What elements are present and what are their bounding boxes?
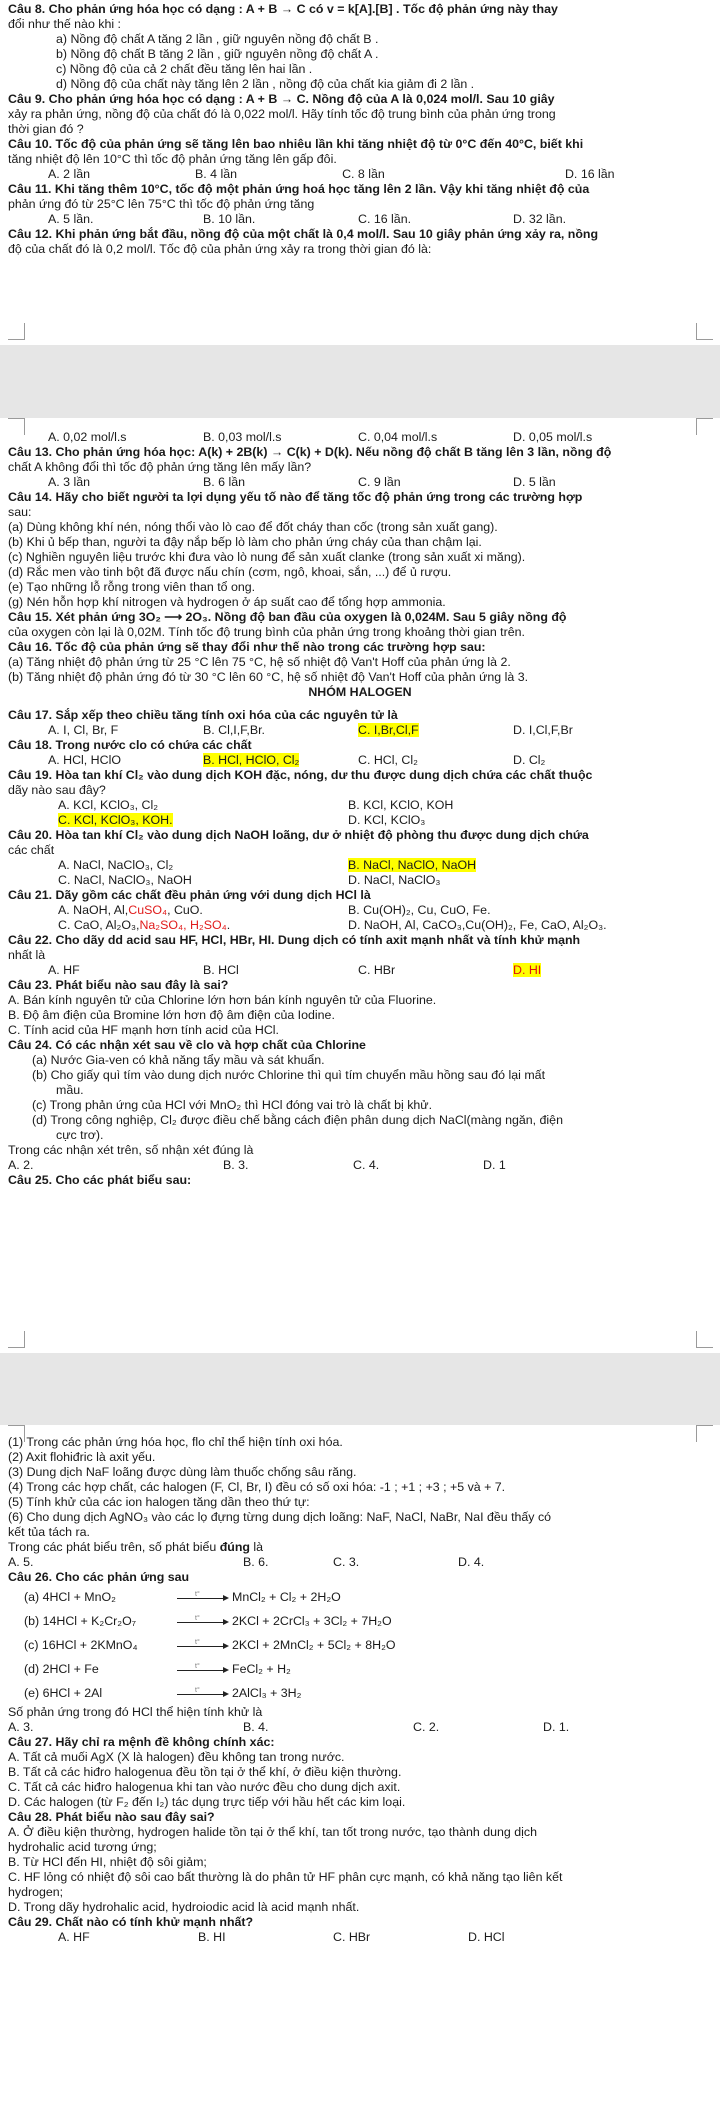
q21-options-row1 bbox=[8, 903, 712, 918]
products: 2KCl + 2CrCl₃ + 3Cl₂ + 7H₂O bbox=[232, 1613, 392, 1628]
q26-options bbox=[8, 1720, 712, 1735]
text-line: (2) Axit flohiđric là axit yếu. bbox=[8, 1450, 156, 1464]
reaction-arrow bbox=[177, 1688, 229, 1698]
text-line: d) Nồng độ của chất này tăng lên 2 lần , nồng độ của chất kia giảm đi 2 lần . bbox=[56, 77, 475, 91]
reaction-row bbox=[8, 1585, 712, 1609]
option-c: C. NaCl, NaClO₃, NaOH bbox=[58, 873, 192, 887]
answer-highlight: B. NaCl, NaClO, NaOH bbox=[348, 858, 477, 872]
text-line: phản ứng đó từ 25°C lên 75°C thì tốc độ phản ứng tăng bbox=[8, 197, 315, 211]
option-c: C. 8 lần bbox=[342, 167, 385, 181]
stem-emphasis: sai? bbox=[203, 978, 229, 992]
heat-mark: t° bbox=[195, 1615, 200, 1622]
reaction-row bbox=[8, 1681, 712, 1705]
text-line: đổi như thế nào khi : bbox=[8, 17, 122, 31]
heat-mark: t° bbox=[195, 1663, 200, 1670]
text-line: C. HF lỏng có nhiệt độ sôi cao bất thường là do phân tử HF phân cực mạnh, có khả năng tạo liên kết bbox=[8, 1870, 563, 1884]
option-text: , CuO. bbox=[167, 903, 203, 917]
option-b: B. 0,03 mol/l.s bbox=[203, 430, 282, 444]
q24-options bbox=[8, 1158, 712, 1173]
option-a: A. 2 lần bbox=[48, 167, 91, 181]
option-d: D. 32 lần. bbox=[513, 212, 567, 226]
q20-options-row2 bbox=[8, 873, 712, 888]
q29-options bbox=[8, 1930, 712, 1945]
q26-stem: Câu 26. Cho các phản ứng sau bbox=[8, 1570, 190, 1584]
stem-emphasis: sai? bbox=[189, 1810, 215, 1824]
stem-text: Câu 23. Phát biểu nào sau đây là bbox=[8, 978, 204, 992]
text-line: sau: bbox=[8, 505, 32, 519]
text-line: (c) Trong phản ứng của HCl với MnO₂ thì HCl đóng vai trò là chất bị khử. bbox=[32, 1098, 433, 1112]
products: FeCl₂ + H₂ bbox=[232, 1661, 291, 1676]
option-a: A. HF bbox=[58, 1930, 90, 1944]
answer-highlight: C. KCl, KClO₃, KOH. bbox=[58, 813, 173, 827]
reactants: (e) 6HCl + 2Al bbox=[24, 1685, 103, 1700]
text-line: kết tủa tách ra. bbox=[8, 1525, 90, 1539]
text-line: xảy ra phản ứng, nồng độ của chất đó là 0,022 mol/l. Hãy tính tốc độ trung bình của phản ứng trong bbox=[8, 107, 556, 121]
page-gap bbox=[0, 345, 720, 418]
option-a: A. HCl, HClO bbox=[48, 753, 121, 767]
stem-text: Trong các phát biểu trên, số phát biểu bbox=[8, 1540, 220, 1554]
text-line: (a) Tăng nhiệt độ phản ứng từ 25 °C lên 75 °C, hệ số nhiệt độ Van't Hoff của phản ứng là 2. bbox=[8, 655, 511, 669]
reaction-list bbox=[8, 1585, 712, 1705]
heat-mark: t° bbox=[195, 1687, 200, 1694]
option-d: D. 1. bbox=[543, 1720, 570, 1734]
option-d: D. HCl bbox=[468, 1930, 505, 1944]
option-b: B. Cu(OH)₂, Cu, CuO, Fe. bbox=[348, 903, 491, 917]
text-line: c) Nồng độ của cả 2 chất đều tăng lên hai lần . bbox=[56, 62, 313, 76]
text-line: C. Tính acid của HF mạnh hơn tính acid của HCl. bbox=[8, 1023, 279, 1037]
reaction-arrow bbox=[177, 1640, 229, 1650]
page-2-content bbox=[8, 430, 712, 1188]
reactants: (c) 16HCl + 2KMnO₄ bbox=[24, 1637, 138, 1652]
text-line: (1) Trong các phản ứng hóa học, flo chỉ thể hiện tính oxi hóa. bbox=[8, 1435, 343, 1449]
page-gap bbox=[0, 1353, 720, 1425]
products: 2KCl + 2MnCl₂ + 5Cl₂ + 8H₂O bbox=[232, 1637, 396, 1652]
text-line: Câu 9. Cho phản ứng hóa học có dạng : A + B → C. Nồng độ của A là 0,024 mol/l. Sau 10 giây bbox=[8, 92, 555, 106]
text-line: B. Tất cả các hiđro halogenua đều tồn tại ở thể khí, ở điều kiện thường. bbox=[8, 1765, 402, 1779]
option-d: D. 0,05 mol/l.s bbox=[513, 430, 593, 444]
q17-stem: Câu 17. Sắp xếp theo chiều tăng tính oxi hóa của các nguyên tử là bbox=[8, 708, 398, 722]
q8-q10-block bbox=[8, 2, 712, 167]
option-a: A. 0,02 mol/l.s bbox=[48, 430, 127, 444]
q22-stem: Câu 22. Cho dãy dd acid sau HF, HCl, HBr, HI. Dung dịch có tính axit mạnh nhất và tính khử mạnh bbox=[8, 933, 581, 947]
q23-stem bbox=[8, 978, 712, 993]
text-line: cực trơ). bbox=[56, 1128, 104, 1142]
reaction-row bbox=[8, 1657, 712, 1681]
crop-mark bbox=[8, 1331, 25, 1348]
option-b: B. KCl, KClO, KOH bbox=[348, 798, 454, 812]
text-line: (a) Nước Gia-ven có khả năng tẩy mầu và sát khuẩn. bbox=[32, 1053, 325, 1067]
option-c: C. HBr bbox=[358, 963, 396, 977]
page-3 bbox=[0, 1425, 720, 2115]
text-line: (c) Nghiền nguyên liệu trước khi đưa vào lò nung để sản xuất clanke (trong sản xuất xi măng). bbox=[8, 550, 526, 564]
option-b: B. Cl,I,F,Br. bbox=[203, 723, 265, 737]
option-a bbox=[58, 903, 348, 918]
text-line: (4) Trong các hợp chất, các halogen (F, Cl, Br, I) đều có số oxi hóa: -1 ; +1 ; +3 ; +5 và + 7. bbox=[8, 1480, 506, 1494]
stem-text: là bbox=[249, 1540, 264, 1554]
option-b bbox=[348, 858, 638, 873]
option-d: D. 1 bbox=[483, 1158, 506, 1172]
reactants: (b) 14HCl + K₂Cr₂O₇ bbox=[24, 1613, 136, 1628]
text-line: Câu 15. Xét phản ứng 3O₂ ⟶ 2O₃. Nồng độ ban đầu của oxygen là 0,024M. Sau 5 giây nồng độ bbox=[8, 610, 567, 624]
q25-stem: Câu 25. Cho các phát biểu sau: bbox=[8, 1173, 192, 1187]
q19-options-row1 bbox=[8, 798, 712, 813]
option-text: . bbox=[226, 918, 231, 932]
text-line: (b) Tăng nhiệt độ phản ứng đó từ 30 °C lên 60 °C, hệ số nhiệt độ Van't Hoff của phản ứng là 3. bbox=[8, 670, 529, 684]
text-line: Câu 8. Cho phản ứng hóa học có dạng : A + B → C có v = k[A].[B] . Tốc độ phản ứng này thay bbox=[8, 2, 558, 16]
option-c bbox=[58, 813, 348, 828]
option-b: B. 6 lần bbox=[203, 475, 246, 489]
text-line: A. Ở điều kiện thường, hydrogen halide tồn tại ở thể khí, tan tốt trong nước, tạo thành dung dịch bbox=[8, 1825, 537, 1839]
q17-options bbox=[8, 723, 712, 738]
q22-options bbox=[8, 963, 712, 978]
reaction-arrow bbox=[177, 1616, 229, 1626]
option-a: A. NaCl, NaClO₃, Cl₂ bbox=[58, 858, 174, 872]
option-a: A. I, Cl, Br, F bbox=[48, 723, 119, 737]
text-line: A. Bán kính nguyên tử của Chlorine lớn hơn bán kính nguyên tử của Fluorine. bbox=[8, 993, 437, 1007]
text-line: A. Tất cả muối AgX (X là halogen) đều không tan trong nước. bbox=[8, 1750, 345, 1764]
q25-tail bbox=[8, 1540, 712, 1555]
text-line: (g) Nén hỗn hợp khí nitrogen và hydrogen ở áp suất cao để tổng hợp ammonia. bbox=[8, 595, 446, 609]
reactants: (a) 4HCl + MnO₂ bbox=[24, 1589, 116, 1604]
option-text: C. CaO, Al₂O₃, bbox=[58, 918, 140, 932]
option-c: C. 4. bbox=[353, 1158, 380, 1172]
option-c: C. 9 lần bbox=[358, 475, 401, 489]
option-b: B. 4. bbox=[243, 1720, 269, 1734]
spacer bbox=[8, 700, 712, 708]
option-b: B. 10 lần. bbox=[203, 212, 256, 226]
crop-mark bbox=[696, 1331, 713, 1348]
option-a: A. 3 lần bbox=[48, 475, 91, 489]
stem-emphasis: đúng bbox=[219, 1540, 250, 1554]
text-line: tăng nhiệt độ lên 10°C thì tốc độ phản ứng tăng lên gấp đôi. bbox=[8, 152, 337, 166]
text-line: Câu 12. Khi phản ứng bắt đầu, nồng độ của một chất là 0,4 mol/l. Sau 10 giây phản ứng xảy ra, nồng bbox=[8, 227, 599, 241]
option-c bbox=[358, 723, 513, 738]
option-b: B. HI bbox=[198, 1930, 226, 1944]
text-line: (d) Rắc men vào tinh bột đã được nấu chín (cơm, ngô, khoai, sắn, ...) để ủ rượu. bbox=[8, 565, 452, 579]
text-line: C. Tất cả các hiđro halogenua khi tan vào nước đều cho dung dịch axit. bbox=[8, 1780, 401, 1794]
text-line: D. Các halogen (từ F₂ đến I₂) tác dụng trực tiếp với hầu hết các kim loại. bbox=[8, 1795, 406, 1809]
q24-stem: Câu 24. Có các nhận xét sau về clo và hợp chất của Chlorine bbox=[8, 1038, 366, 1052]
option-b: B. 4 lần bbox=[195, 167, 238, 181]
text-line: Câu 13. Cho phản ứng hóa học: A(k) + 2B(k) → C(k) + D(k). Nếu nồng độ chất B tăng lên 3 lần, nồng độ bbox=[8, 445, 612, 459]
answer-highlight: C. I,Br,Cl,F bbox=[358, 723, 419, 737]
page-1 bbox=[0, 0, 720, 345]
heat-mark: t° bbox=[195, 1639, 200, 1646]
option-a: A. 5. bbox=[8, 1555, 34, 1569]
option-a: A. HF bbox=[48, 963, 80, 977]
text-line: chất A không đổi thì tốc độ phản ứng tăng lên mấy lần? bbox=[8, 460, 312, 474]
text-line: Câu 11. Khi tăng thêm 10°C, tốc độ một phản ứng hoá học tăng lên 2 lần. Vậy khi tăng nhiệt độ của bbox=[8, 182, 590, 196]
reaction-row bbox=[8, 1609, 712, 1633]
option-d: D. NaCl, NaClO₃ bbox=[348, 873, 441, 887]
option-d: D. 16 lần bbox=[564, 167, 615, 181]
text-line: (5) Tính khử của các ion halogen tăng dần theo thứ tự: bbox=[8, 1495, 310, 1509]
option-d: D. 5 lần bbox=[513, 475, 556, 489]
heat-mark: t° bbox=[195, 1591, 200, 1598]
option-d: D. KCl, KClO₃ bbox=[348, 813, 426, 827]
stem-text: Câu 28. Phát biểu nào sau đây bbox=[8, 1810, 190, 1824]
q19-options-row2 bbox=[8, 813, 712, 828]
reactants: (d) 2HCl + Fe bbox=[24, 1661, 99, 1676]
text-line: (e) Tạo những lỗ rỗng trong viên than tổ ong. bbox=[8, 580, 256, 594]
text-line: Câu 14. Hãy cho biết người ta lợi dụng yếu tố nào để tăng tốc độ phản ứng trong các trường hợp bbox=[8, 490, 583, 504]
text-line: a) Nồng độ chất A tăng 2 lần , giữ nguyên nồng độ chất B . bbox=[56, 32, 379, 46]
q28-stem bbox=[8, 1810, 712, 1825]
q10-options bbox=[8, 167, 712, 182]
products: 2AlCl₃ + 3H₂ bbox=[232, 1685, 302, 1700]
crop-mark bbox=[8, 323, 25, 340]
answer-highlight: D. HI bbox=[513, 963, 542, 977]
text-line: (3) Dung dịch NaF loãng được dùng làm thuốc chống sâu răng. bbox=[8, 1465, 357, 1479]
option-c: C. 0,04 mol/l.s bbox=[358, 430, 438, 444]
option-c: C. 2. bbox=[413, 1720, 440, 1734]
q18-stem: Câu 18. Trong nước clo có chứa các chất bbox=[8, 738, 252, 752]
q22-stem-cont: nhất là bbox=[8, 948, 46, 962]
option-c: C. HBr bbox=[333, 1930, 371, 1944]
q11-options bbox=[8, 212, 712, 227]
q27-stem: Câu 27. Hãy chỉ ra mệnh đề không chính xác: bbox=[8, 1735, 275, 1749]
option-b: B. 6. bbox=[243, 1555, 269, 1569]
text-line: Câu 16. Tốc độ của phản ứng sẽ thay đổi như thế nào trong các trường hợp sau: bbox=[8, 640, 486, 654]
option-d bbox=[513, 963, 668, 978]
page-1-content bbox=[8, 2, 712, 257]
option-b: B. 3. bbox=[223, 1158, 249, 1172]
products: MnCl₂ + Cl₂ + 2H₂O bbox=[232, 1589, 341, 1604]
text-line: hydrogen; bbox=[8, 1885, 64, 1899]
q20-options-row1 bbox=[8, 858, 712, 873]
text-line: hydrohalic acid tương ứng; bbox=[8, 1840, 157, 1854]
option-d: D. 4. bbox=[458, 1555, 485, 1569]
option-b: B. HCl bbox=[203, 963, 239, 977]
page-2 bbox=[0, 418, 720, 1353]
text-line: (b) Cho giấy quì tím vào dung dịch nước Chlorine thì quì tím chuyển mầu hồng sau đó lại mất bbox=[32, 1068, 546, 1082]
option-d: D. NaOH, Al, CaCO₃,Cu(OH)₂, Fe, CaO, Al₂O₃. bbox=[348, 918, 607, 932]
section-title: NHÓM HALOGEN bbox=[308, 685, 412, 699]
option-c: C. 3. bbox=[333, 1555, 360, 1569]
wrong-marker: CuSO₄ bbox=[128, 903, 168, 917]
q25-options bbox=[8, 1555, 712, 1570]
answer-highlight: B. HCl, HClO, Cl₂ bbox=[203, 753, 300, 767]
option-a: A. 5 lần. bbox=[48, 212, 94, 226]
q19-stem: Câu 19. Hòa tan khí Cl₂ vào dung dịch KOH đặc, nóng, dư thu được dung dịch chứa các chất thuộc bbox=[8, 768, 593, 782]
text-line: Trong các nhận xét trên, số nhận xét đúng là bbox=[8, 1143, 254, 1157]
q13-options bbox=[8, 475, 712, 490]
q21-options-row2 bbox=[8, 918, 712, 933]
text-line: độ của chất đó là 0,2 mol/l. Tốc độ của phản ứng xảy ra trong thời gian đó là: bbox=[8, 242, 432, 256]
option-a: A. 3. bbox=[8, 1720, 34, 1734]
option-a: A. KCl, KClO₃, Cl₂ bbox=[58, 798, 159, 812]
q29-stem: Câu 29. Chất nào có tính khử mạnh nhất? bbox=[8, 1915, 254, 1929]
text-line: (b) Khi ủ bếp than, người ta đậy nắp bếp lò làm cho phản ứng cháy của than chậm lại. bbox=[8, 535, 482, 549]
text-line: (a) Dùng không khí nén, nóng thổi vào lò cao để đốt cháy than cốc (trong sản xuất gang). bbox=[8, 520, 498, 534]
option-c: C. HCl, Cl₂ bbox=[358, 753, 418, 767]
q18-options bbox=[8, 753, 712, 768]
reaction-row bbox=[8, 1633, 712, 1657]
option-text: A. NaOH, Al, bbox=[58, 903, 129, 917]
reaction-arrow bbox=[177, 1664, 229, 1674]
q20-stem-cont: các chất bbox=[8, 843, 55, 857]
reaction-arrow bbox=[177, 1592, 229, 1602]
q20-stem: Câu 20. Hòa tan khí Cl₂ vào dung dịch NaOH loãng, dư ở nhiệt độ phòng thu được dung dịch chứa bbox=[8, 828, 589, 842]
text-line: (d) Trong công nghiệp, Cl₂ được điều chế bằng cách điện phân dung dịch NaCl(màng ngăn, điện bbox=[32, 1113, 563, 1127]
option-c: C. 16 lần. bbox=[358, 212, 412, 226]
text-line: B. Độ âm điện của Bromine lớn hơn độ âm điện của Iodine. bbox=[8, 1008, 335, 1022]
text-line: thời gian đó ? bbox=[8, 122, 84, 136]
q12-options bbox=[8, 430, 712, 445]
q19-stem-cont: dãy nào sau đây? bbox=[8, 783, 106, 797]
q26-tail: Số phản ứng trong đó HCl thể hiện tính khử là bbox=[8, 1705, 263, 1719]
page-3-content bbox=[8, 1435, 712, 1945]
text-line: D. Trong dãy hydrohalic acid, hydroiodic acid là acid mạnh nhất. bbox=[8, 1900, 360, 1914]
option-d: D. I,Cl,F,Br bbox=[513, 723, 573, 737]
option-a: A. 2. bbox=[8, 1158, 34, 1172]
text-line: (6) Cho dung dịch AgNO₃ vào các lọ đựng từng dung dịch loãng: NaF, NaCl, NaBr, NaI đều thấy có bbox=[8, 1510, 552, 1524]
text-line: mầu. bbox=[56, 1083, 84, 1097]
crop-mark bbox=[696, 323, 713, 340]
wrong-marker: Na₂SO₄, H₂SO₄ bbox=[139, 918, 227, 932]
option-b bbox=[203, 753, 358, 768]
text-line: Câu 10. Tốc độ của phản ứng sẽ tăng lên bao nhiêu lần khi tăng nhiệt độ từ 0°C đến 40°C, biết khi bbox=[8, 137, 584, 151]
text-line: của oxygen còn lại là 0,02M. Tính tốc độ trung bình của phản ứng trong khoảng thời gian trên. bbox=[8, 625, 525, 639]
option-c bbox=[58, 918, 348, 933]
text-line: B. Từ HCl đến HI, nhiệt độ sôi giảm; bbox=[8, 1855, 207, 1869]
q21-stem: Câu 21. Dãy gồm các chất đều phản ứng với dung dịch HCl là bbox=[8, 888, 371, 902]
option-d: D. Cl₂ bbox=[513, 753, 546, 767]
text-line: b) Nồng độ chất B tăng 2 lần , giữ nguyên nồng độ chất A . bbox=[56, 47, 379, 61]
